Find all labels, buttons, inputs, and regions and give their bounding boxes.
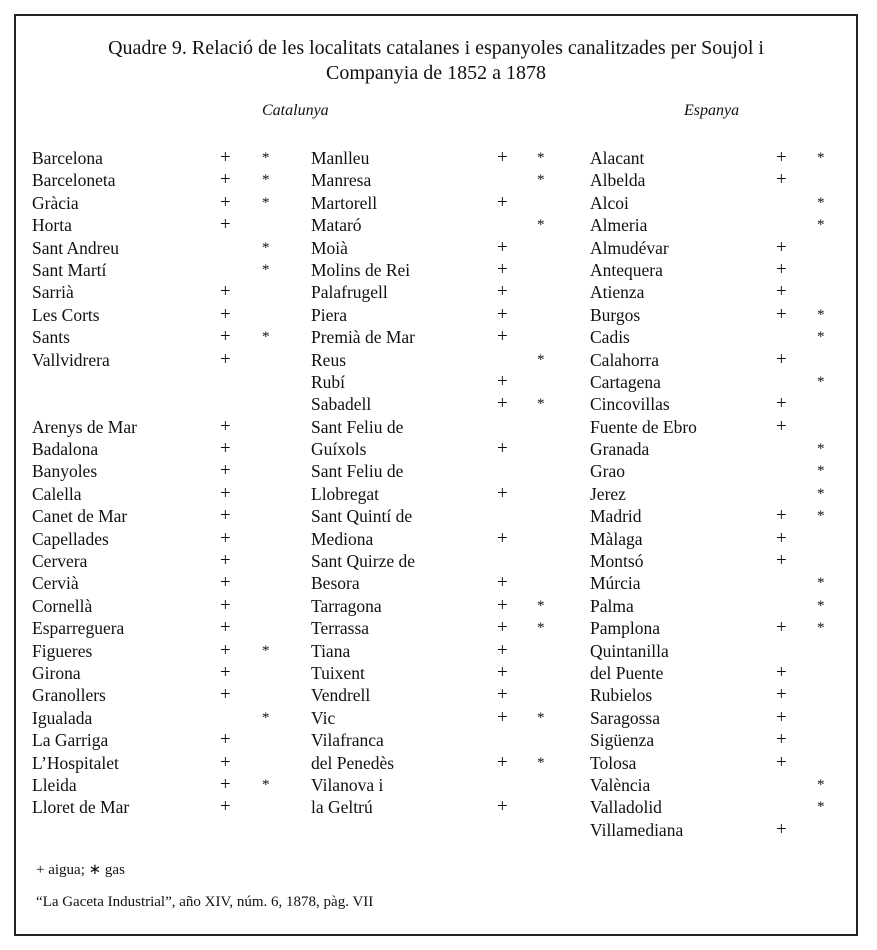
gas-mark: * bbox=[262, 261, 270, 278]
gas-mark: * bbox=[817, 217, 825, 234]
water-mark: + bbox=[497, 438, 508, 460]
locality-name: Sigüenza bbox=[590, 730, 655, 751]
locality-name: Tuixent bbox=[311, 662, 365, 683]
table-row bbox=[311, 684, 571, 706]
locality-name: Sant Andreu bbox=[32, 237, 120, 258]
table-row bbox=[590, 371, 840, 393]
table-row bbox=[32, 438, 292, 460]
gas-mark: * bbox=[537, 150, 545, 166]
table-row bbox=[590, 729, 840, 751]
water-mark: + bbox=[220, 594, 231, 616]
table-row bbox=[32, 684, 292, 706]
locality-name: Cornellà bbox=[32, 595, 93, 616]
table-row bbox=[32, 707, 292, 729]
locality-name: Terrassa bbox=[311, 618, 370, 639]
locality-name: Barcelona bbox=[32, 148, 103, 168]
table-row bbox=[311, 460, 571, 482]
water-mark: + bbox=[776, 348, 787, 370]
table-row bbox=[311, 796, 571, 818]
water-mark: + bbox=[220, 572, 231, 594]
table-row bbox=[32, 483, 292, 505]
water-mark: + bbox=[497, 572, 508, 594]
locality-name: Màlaga bbox=[590, 528, 643, 549]
locality-name: Vendrell bbox=[311, 685, 371, 706]
gas-mark: * bbox=[817, 485, 825, 502]
table-row bbox=[311, 169, 571, 191]
water-mark: + bbox=[776, 258, 787, 280]
table-row bbox=[311, 550, 571, 572]
water-mark: + bbox=[776, 729, 787, 751]
region-header-catalunya: Catalunya bbox=[262, 102, 329, 119]
gas-mark: * bbox=[262, 329, 270, 346]
water-mark: + bbox=[776, 303, 787, 325]
table-row bbox=[311, 147, 571, 169]
table-row bbox=[590, 147, 840, 169]
table-row bbox=[311, 595, 571, 617]
water-mark: + bbox=[776, 505, 787, 527]
locality-name: del Penedès bbox=[311, 752, 395, 773]
locality-name: Lloret de Mar bbox=[32, 797, 130, 818]
water-mark: + bbox=[497, 706, 508, 728]
water-mark: + bbox=[220, 796, 231, 818]
locality-name: Granollers bbox=[32, 685, 106, 706]
locality-name: Vilanova i bbox=[311, 774, 384, 795]
table-row bbox=[32, 326, 292, 348]
table-row bbox=[590, 819, 840, 841]
gas-mark: * bbox=[817, 776, 825, 793]
water-mark: + bbox=[220, 214, 231, 236]
gas-mark: * bbox=[537, 709, 545, 726]
locality-name: Atienza bbox=[590, 282, 645, 303]
table-row bbox=[311, 640, 571, 662]
gas-mark: * bbox=[817, 463, 825, 480]
gas-mark: * bbox=[537, 620, 545, 637]
table-row bbox=[32, 528, 292, 550]
gas-mark: * bbox=[817, 575, 825, 592]
legend-note: + aigua; ∗ gas bbox=[36, 862, 125, 878]
table-row bbox=[590, 528, 840, 550]
water-mark: + bbox=[497, 639, 508, 661]
locality-name: Palafrugell bbox=[311, 282, 388, 303]
locality-name: Rubí bbox=[311, 371, 346, 392]
locality-name: Manresa bbox=[311, 170, 372, 191]
water-mark: + bbox=[220, 773, 231, 795]
water-mark: + bbox=[220, 438, 231, 460]
gas-mark: * bbox=[817, 373, 825, 390]
table-title bbox=[16, 36, 856, 86]
table-row bbox=[311, 483, 571, 505]
water-mark: + bbox=[220, 169, 231, 191]
gas-mark: * bbox=[537, 754, 545, 771]
table-row bbox=[590, 640, 840, 662]
table-row bbox=[311, 371, 571, 393]
locality-name: Vic bbox=[311, 707, 336, 728]
locality-name: Vilafranca bbox=[311, 730, 384, 751]
locality-name: Sant Quirze de bbox=[311, 551, 415, 572]
gas-mark: * bbox=[537, 597, 545, 614]
table-row bbox=[311, 438, 571, 460]
table-row bbox=[311, 662, 571, 684]
gas-mark: * bbox=[262, 150, 270, 166]
locality-column-3 bbox=[590, 147, 840, 841]
water-mark: + bbox=[497, 236, 508, 258]
title-line-2: Companyia de 1852 a 1878 bbox=[326, 62, 546, 84]
locality-name: Saragossa bbox=[590, 707, 660, 728]
gas-mark: * bbox=[537, 351, 545, 368]
table-row bbox=[311, 259, 571, 281]
water-mark: + bbox=[220, 550, 231, 572]
table-row bbox=[311, 707, 571, 729]
locality-name: València bbox=[590, 774, 651, 795]
locality-name: Capellades bbox=[32, 528, 109, 549]
locality-name: Les Corts bbox=[32, 304, 100, 325]
gas-mark: * bbox=[817, 597, 825, 614]
locality-name: Tarragona bbox=[311, 595, 382, 616]
table-row bbox=[590, 662, 840, 684]
table-row bbox=[32, 550, 292, 572]
locality-name: Almudévar bbox=[590, 237, 669, 258]
gas-mark: * bbox=[262, 172, 270, 189]
water-mark: + bbox=[220, 751, 231, 773]
locality-name: Antequera bbox=[590, 259, 663, 280]
table-row bbox=[32, 460, 292, 482]
table-row bbox=[590, 550, 840, 572]
table-row bbox=[311, 572, 571, 594]
table-row bbox=[590, 572, 840, 594]
table-row bbox=[590, 707, 840, 729]
table-row bbox=[311, 528, 571, 550]
locality-name: Lleida bbox=[32, 774, 77, 795]
table-row bbox=[32, 147, 292, 169]
table-row bbox=[32, 192, 292, 214]
water-mark: + bbox=[220, 415, 231, 437]
table-row bbox=[32, 393, 292, 415]
locality-name: Albelda bbox=[590, 170, 646, 191]
locality-name: Sant Feliu de bbox=[311, 461, 404, 482]
table-row bbox=[311, 729, 571, 751]
water-mark: + bbox=[776, 661, 787, 683]
table-row bbox=[32, 214, 292, 236]
locality-name: Mediona bbox=[311, 528, 374, 549]
locality-name: Madrid bbox=[590, 506, 642, 527]
table-row bbox=[590, 438, 840, 460]
table-row bbox=[590, 169, 840, 191]
locality-column-1 bbox=[32, 147, 292, 819]
table-row bbox=[311, 505, 571, 527]
locality-name: Llobregat bbox=[311, 483, 380, 504]
table-row bbox=[32, 729, 292, 751]
table-row bbox=[32, 617, 292, 639]
gas-mark: * bbox=[262, 642, 270, 659]
table-row bbox=[311, 416, 571, 438]
table-row bbox=[590, 416, 840, 438]
water-mark: + bbox=[776, 527, 787, 549]
table-row bbox=[32, 169, 292, 191]
table-row bbox=[590, 237, 840, 259]
water-mark: + bbox=[497, 191, 508, 213]
water-mark: + bbox=[220, 460, 231, 482]
locality-name: L’Hospitalet bbox=[32, 752, 119, 773]
region-header-espanya: Espanya bbox=[684, 102, 740, 119]
table-row bbox=[311, 192, 571, 214]
table-row bbox=[32, 349, 292, 371]
gas-mark: * bbox=[817, 150, 825, 166]
locality-name: Reus bbox=[311, 349, 346, 370]
locality-column-2 bbox=[311, 147, 571, 819]
locality-name: Premià de Mar bbox=[311, 327, 415, 348]
water-mark: + bbox=[220, 281, 231, 303]
locality-name: Martorell bbox=[311, 192, 378, 213]
water-mark: + bbox=[497, 303, 508, 325]
locality-name: la Geltrú bbox=[311, 797, 373, 818]
water-mark: + bbox=[220, 729, 231, 751]
locality-name: Cadis bbox=[590, 327, 630, 348]
locality-name: Calahorra bbox=[590, 349, 659, 370]
water-mark: + bbox=[776, 236, 787, 258]
locality-name: Palma bbox=[590, 595, 634, 616]
locality-name: Sant Martí bbox=[32, 259, 107, 280]
gas-mark: * bbox=[817, 799, 825, 816]
locality-name: Esparreguera bbox=[32, 618, 125, 639]
table-row bbox=[311, 349, 571, 371]
table-row bbox=[311, 393, 571, 415]
locality-name: Villamediana bbox=[590, 819, 684, 840]
locality-name: Mataró bbox=[311, 215, 362, 236]
table-row bbox=[311, 281, 571, 303]
table-row bbox=[590, 281, 840, 303]
water-mark: + bbox=[776, 550, 787, 572]
water-mark: + bbox=[776, 415, 787, 437]
water-mark: + bbox=[497, 482, 508, 504]
table-frame bbox=[14, 14, 858, 936]
table-row bbox=[32, 774, 292, 796]
locality-name: Quintanilla bbox=[590, 640, 669, 661]
table-row bbox=[311, 304, 571, 326]
table-row bbox=[590, 349, 840, 371]
water-mark: + bbox=[497, 751, 508, 773]
locality-name: Badalona bbox=[32, 439, 99, 460]
water-mark: + bbox=[776, 147, 787, 168]
locality-name: Cincovillas bbox=[590, 394, 670, 415]
locality-name: Alacant bbox=[590, 148, 645, 168]
locality-name: Cartagena bbox=[590, 371, 661, 392]
table-row bbox=[590, 326, 840, 348]
water-mark: + bbox=[220, 348, 231, 370]
gas-mark: * bbox=[262, 709, 270, 726]
table-row bbox=[32, 662, 292, 684]
table-row bbox=[32, 796, 292, 818]
locality-name: Canet de Mar bbox=[32, 506, 128, 527]
locality-name: Alcoi bbox=[590, 192, 629, 213]
water-mark: + bbox=[220, 482, 231, 504]
locality-name: Jerez bbox=[590, 483, 626, 504]
table-row bbox=[590, 774, 840, 796]
table-row bbox=[32, 371, 292, 393]
water-mark: + bbox=[497, 527, 508, 549]
water-mark: + bbox=[776, 706, 787, 728]
locality-name: Sant Quintí de bbox=[311, 506, 413, 527]
water-mark: + bbox=[220, 527, 231, 549]
table-row bbox=[590, 259, 840, 281]
water-mark: + bbox=[220, 661, 231, 683]
locality-name: Calella bbox=[32, 483, 82, 504]
water-mark: + bbox=[220, 326, 231, 348]
table-row bbox=[32, 595, 292, 617]
locality-name: Girona bbox=[32, 662, 81, 683]
water-mark: + bbox=[497, 258, 508, 280]
water-mark: + bbox=[776, 684, 787, 706]
locality-name: Molins de Rei bbox=[311, 259, 411, 280]
water-mark: + bbox=[497, 617, 508, 639]
water-mark: + bbox=[220, 617, 231, 639]
table-row bbox=[590, 505, 840, 527]
gas-mark: * bbox=[817, 329, 825, 346]
title-line-1: Quadre 9. Relació de les localitats catalanes i espanyoles canalitzades per Soujol i bbox=[108, 37, 764, 59]
locality-name: Rubielos bbox=[590, 685, 653, 706]
water-mark: + bbox=[776, 617, 787, 639]
locality-name: Vallvidrera bbox=[32, 349, 110, 370]
table-row bbox=[311, 326, 571, 348]
table-row bbox=[590, 304, 840, 326]
locality-name: Valladolid bbox=[590, 797, 662, 818]
table-row bbox=[311, 214, 571, 236]
locality-name: Pamplona bbox=[590, 618, 660, 639]
locality-name: Tiana bbox=[311, 640, 351, 661]
locality-name: Montsó bbox=[590, 551, 644, 572]
locality-name: Banyoles bbox=[32, 461, 98, 482]
locality-name: Múrcia bbox=[590, 573, 641, 594]
locality-name: Horta bbox=[32, 215, 72, 236]
table-row bbox=[311, 752, 571, 774]
table-row bbox=[590, 460, 840, 482]
locality-name: Guíxols bbox=[311, 439, 367, 460]
gas-mark: * bbox=[817, 508, 825, 525]
table-row bbox=[32, 505, 292, 527]
locality-name: Fuente de Ebro bbox=[590, 416, 697, 437]
table-row bbox=[32, 281, 292, 303]
water-mark: + bbox=[776, 393, 787, 415]
gas-mark: * bbox=[817, 306, 825, 323]
water-mark: + bbox=[220, 639, 231, 661]
locality-name: Moià bbox=[311, 237, 348, 258]
locality-name: Sant Feliu de bbox=[311, 416, 404, 437]
locality-name: Almeria bbox=[590, 215, 648, 236]
gas-mark: * bbox=[817, 441, 825, 458]
table-row bbox=[590, 752, 840, 774]
water-mark: + bbox=[497, 661, 508, 683]
water-mark: + bbox=[497, 796, 508, 818]
source-note: “La Gaceta Industrial”, año XIV, núm. 6, 1878, pàg. VII bbox=[36, 894, 374, 910]
gas-mark: * bbox=[262, 776, 270, 793]
water-mark: + bbox=[776, 818, 787, 840]
water-mark: + bbox=[220, 684, 231, 706]
gas-mark: * bbox=[537, 217, 545, 234]
gas-mark: * bbox=[262, 194, 270, 211]
locality-name: Sarrià bbox=[32, 282, 74, 303]
table-row bbox=[32, 416, 292, 438]
gas-mark: * bbox=[817, 194, 825, 211]
locality-name: Arenys de Mar bbox=[32, 416, 137, 437]
locality-name: Gràcia bbox=[32, 192, 79, 213]
table-row bbox=[590, 483, 840, 505]
water-mark: + bbox=[220, 505, 231, 527]
gas-mark: * bbox=[817, 620, 825, 637]
table-row bbox=[32, 752, 292, 774]
table-row bbox=[311, 237, 571, 259]
locality-name: Granada bbox=[590, 439, 650, 460]
locality-name: Cervera bbox=[32, 551, 88, 572]
locality-name: La Garriga bbox=[32, 730, 109, 751]
water-mark: + bbox=[776, 751, 787, 773]
table-row bbox=[590, 796, 840, 818]
water-mark: + bbox=[497, 594, 508, 616]
gas-mark: * bbox=[537, 396, 545, 413]
table-row bbox=[590, 192, 840, 214]
table-row bbox=[32, 572, 292, 594]
water-mark: + bbox=[497, 393, 508, 415]
water-mark: + bbox=[497, 326, 508, 348]
water-mark: + bbox=[497, 370, 508, 392]
table-row bbox=[311, 617, 571, 639]
gas-mark: * bbox=[262, 239, 270, 256]
table-row bbox=[32, 640, 292, 662]
gas-mark: * bbox=[537, 172, 545, 189]
table-row bbox=[590, 617, 840, 639]
locality-name: Sabadell bbox=[311, 394, 372, 415]
locality-name: Sants bbox=[32, 327, 70, 348]
table-row bbox=[32, 237, 292, 259]
table-row bbox=[32, 259, 292, 281]
locality-name: Barceloneta bbox=[32, 170, 116, 191]
table-row bbox=[590, 595, 840, 617]
locality-name: Cervià bbox=[32, 573, 79, 594]
locality-name: Figueres bbox=[32, 640, 93, 661]
locality-name: del Puente bbox=[590, 662, 664, 683]
water-mark: + bbox=[220, 147, 231, 168]
table-row bbox=[590, 214, 840, 236]
locality-name: Piera bbox=[311, 304, 347, 325]
water-mark: + bbox=[497, 684, 508, 706]
locality-name: Grao bbox=[590, 461, 625, 482]
locality-name: Besora bbox=[311, 573, 360, 594]
table-row bbox=[32, 304, 292, 326]
water-mark: + bbox=[776, 281, 787, 303]
water-mark: + bbox=[497, 147, 508, 168]
locality-name: Igualada bbox=[32, 707, 93, 728]
water-mark: + bbox=[220, 303, 231, 325]
water-mark: + bbox=[776, 169, 787, 191]
table-row bbox=[311, 774, 571, 796]
locality-name: Tolosa bbox=[590, 752, 637, 773]
water-mark: + bbox=[220, 191, 231, 213]
table-row bbox=[590, 393, 840, 415]
locality-name: Manlleu bbox=[311, 148, 370, 168]
water-mark: + bbox=[497, 281, 508, 303]
locality-name: Burgos bbox=[590, 304, 641, 325]
table-row bbox=[590, 684, 840, 706]
